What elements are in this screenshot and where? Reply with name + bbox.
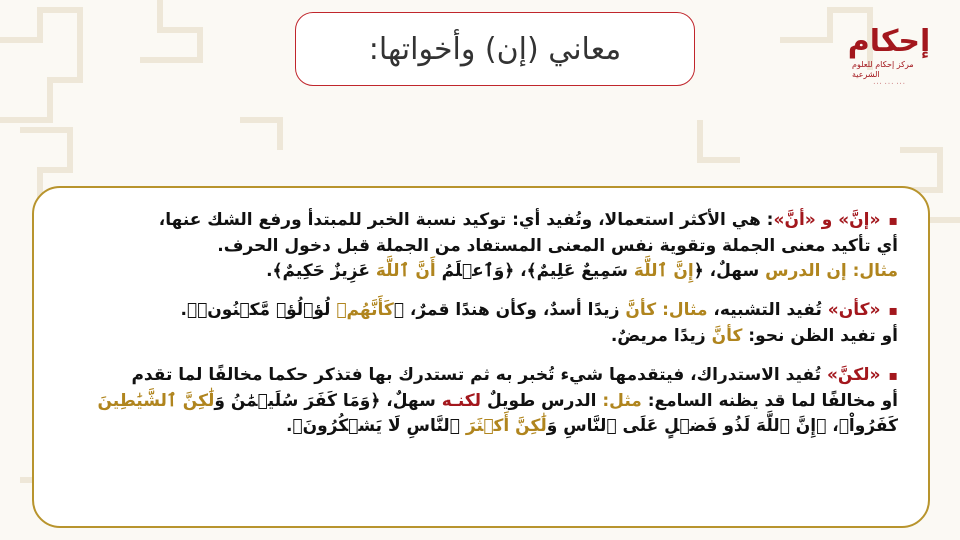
section-lakinna-text: تُفيد الاستدراك، فيتقدمها شيء تُخبر به ثم تستدرك بها فتذكر حكما مخالفًا لما تقدم bbox=[131, 365, 827, 385]
example-label: مثل: bbox=[602, 391, 642, 411]
term-inna: «إنَّ» و «أنَّ» bbox=[773, 210, 881, 230]
section-inna bbox=[58, 208, 898, 284]
example-highlight: كأنَّ bbox=[711, 326, 743, 346]
section-kaanna-line-1 bbox=[58, 298, 898, 324]
example-text: لُؤۡلُؤٞ مَّكۡنُونٞ﴾. bbox=[180, 300, 337, 320]
example-text: سَمِيعٌ عَلِيمٌ﴾، ﴿وَٱعۡلَمُ bbox=[441, 261, 634, 281]
example-text: عَزِيزٌ حَكِيمٌ﴾. bbox=[266, 261, 376, 281]
example-text: زيدًا أسدٌ، وكأن هندًا قمرٌ، ﴿ bbox=[393, 300, 626, 320]
example-highlight: لَٰكِنَّ ٱلشَّيَٰطِينَ bbox=[97, 391, 215, 411]
section-inna-line-3 bbox=[58, 259, 898, 284]
content-box bbox=[32, 186, 930, 528]
bullet-icon: ▪ bbox=[888, 213, 898, 229]
section-inna-line-2: أي تأكيد معنى الجملة وتقوية نفس المعنى المستفاد من الجملة قبل دخول الحرف. bbox=[217, 236, 898, 256]
logo bbox=[847, 24, 931, 96]
example-highlight: كَأَنَّهُمۡ bbox=[336, 300, 394, 320]
section-lakinna bbox=[58, 363, 898, 439]
logo-tagline: ٠٠٠ ٠٠٠ ٠٠٠ bbox=[872, 80, 906, 87]
section-lakinna-line-1 bbox=[58, 363, 898, 389]
example-label: مثال: كأنَّ bbox=[625, 300, 708, 320]
page-title: معاني (إن) وأخواتها: bbox=[368, 31, 622, 67]
example-highlight: إِنَّ ٱللَّهَ bbox=[633, 261, 694, 281]
example-highlight: لكنـه bbox=[441, 391, 482, 411]
title-box bbox=[295, 12, 695, 86]
term-lakinna: «لكنَّ» bbox=[826, 365, 881, 385]
section-lakinna-line-2 bbox=[58, 389, 898, 414]
section-kaanna bbox=[58, 298, 898, 349]
bullet-icon: ▪ bbox=[888, 303, 898, 319]
example-text: الدرس طويلٌ bbox=[481, 391, 603, 411]
example-text: سهلٌ، ﴿وَمَا كَفَرَ سُلَيۡمَٰنُ وَ bbox=[214, 391, 442, 411]
example-text: زيدًا مريضٌ. bbox=[610, 326, 712, 346]
logo-subtitle: مركز إحكام للعلوم الشرعية bbox=[852, 60, 914, 79]
section-kaanna-text: أو تفيد الظن نحو: bbox=[742, 326, 898, 346]
logo-mark: إحكام bbox=[847, 24, 931, 59]
term-kaanna: «كأن» bbox=[827, 300, 881, 320]
example-label: مثال: إن الدرس bbox=[765, 261, 898, 281]
bullet-icon: ▪ bbox=[888, 368, 898, 384]
section-lakinna-line-3 bbox=[58, 414, 898, 439]
section-kaanna-text: تُفيد التشبيه، bbox=[707, 300, 828, 320]
example-text: كَفَرُواْ﴾، ﴿إِنَّ ٱللَّهَ لَذُو فَضۡلٍ عَلَى ٱلنَّاسِ وَ bbox=[546, 416, 898, 436]
section-inna-line-1 bbox=[58, 208, 898, 234]
section-lakinna-text: أو مخالفًا لما قد يظنه السامع: bbox=[641, 391, 898, 411]
example-text: سهلٌ، ﴿ bbox=[693, 261, 766, 281]
example-highlight: أَنَّ ٱللَّهَ bbox=[375, 261, 442, 281]
section-inna-text-1: : هي الأكثر استعمالا، وتُفيد أي: توكيد نسبة الخبر للمبتدأ ورفع الشك عنها، bbox=[158, 210, 774, 230]
example-text: ٱلنَّاسِ لَا يَشۡكُرُونَ﴾. bbox=[285, 416, 466, 436]
section-kaanna-line-2 bbox=[58, 324, 898, 349]
example-highlight: لَٰكِنَّ أَكۡثَرَ bbox=[465, 416, 547, 436]
